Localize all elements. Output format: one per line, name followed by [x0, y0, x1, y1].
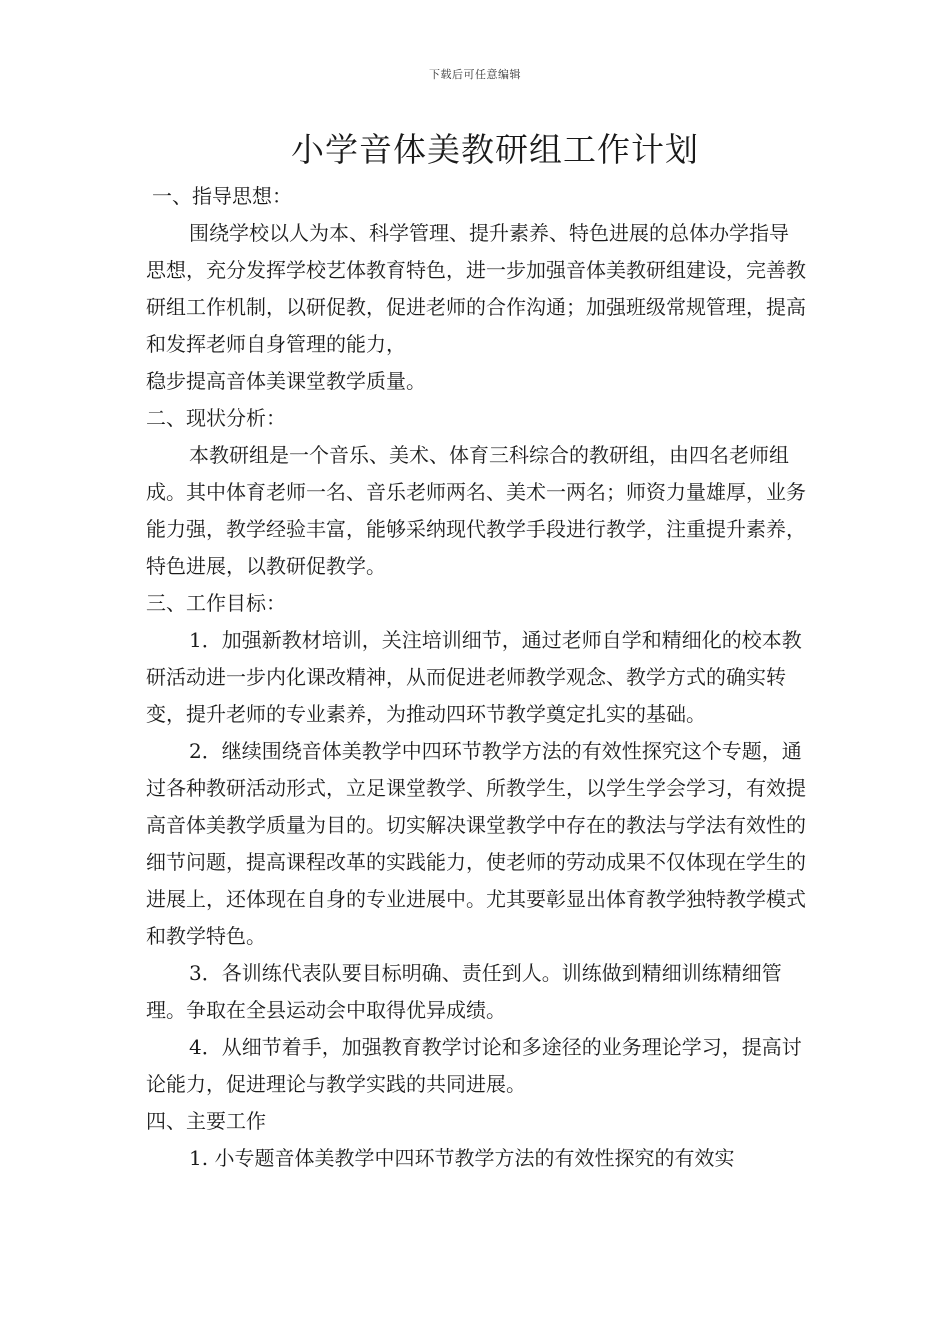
goal-item-1: 1．加强新教材培训，关注培训细节，通过老师自学和精细化的校本教研活动进一步内化课改精神，从而促进老师教学观念、教学方式的确实转变，提升老师的专业素养，为推动四环节教学奠定扎实的基础。 — [146, 628, 802, 726]
goal-item-3: 3．各训练代表队要目标明确、责任到人。训练做到精细训练精细管理。争取在全县运动会中取得优异成绩。 — [146, 961, 782, 1022]
work-item-1: 1. 小专题音体美教学中四环节教学方法的有效性探究的有效实 — [189, 1146, 735, 1170]
document-title: 小学音体美教研组工作计划 — [291, 130, 699, 169]
section-heading-work: 四、主要工作 — [146, 1109, 266, 1133]
document-body — [146, 178, 808, 1177]
goal-item-4: 4．从细节着手，加强教育教学讨论和多途径的业务理论学习，提高讨论能力，促进理论与教学实践的共同进展。 — [146, 1035, 802, 1096]
goal-item-2: 2．继续围绕音体美教学中四环节教学方法的有效性探究这个专题，通过各种教研活动形式，立足课堂教学、所教学生，以学生学会学习，有效提高音体美教学质量为目的。切实解决课堂教学中存在的教法与学法有效性的细节问题，提高课程改革的实践能力，使老师的劳动成果不仅体现在学生的进展上，还体现在自身的专业进展中。尤其要彰显出体育教学独特教学模式和教学特色。 — [146, 739, 806, 948]
paragraph-status: 本教研组是一个音乐、美术、体育三科综合的教研组，由四名老师组成。其中体育老师一名、音乐老师两名、美术一两名；师资力量雄厚，业务能力强，教学经验丰富，能够采纳现代教学手段进行教学，注重提升素养，特色进展，以教研促教学。 — [146, 443, 806, 578]
paragraph-guiding-tail: 稳步提高音体美课堂教学质量。 — [146, 369, 426, 393]
section-heading-guiding: 一、指导思想： — [152, 184, 292, 208]
section-heading-goals: 三、工作目标： — [146, 591, 286, 615]
paragraph-guiding: 围绕学校以人为本、科学管理、提升素养、特色进展的总体办学指导思想，充分发挥学校艺体教育特色，进一步加强音体美教研组建设，完善教研组工作机制，以研促教，促进老师的合作沟通；加强班级常规管理，提高和发挥老师自身管理的能力， — [146, 221, 806, 356]
header-note: 下载后可任意编辑 — [429, 68, 521, 81]
section-heading-status: 二、现状分析： — [146, 406, 286, 430]
